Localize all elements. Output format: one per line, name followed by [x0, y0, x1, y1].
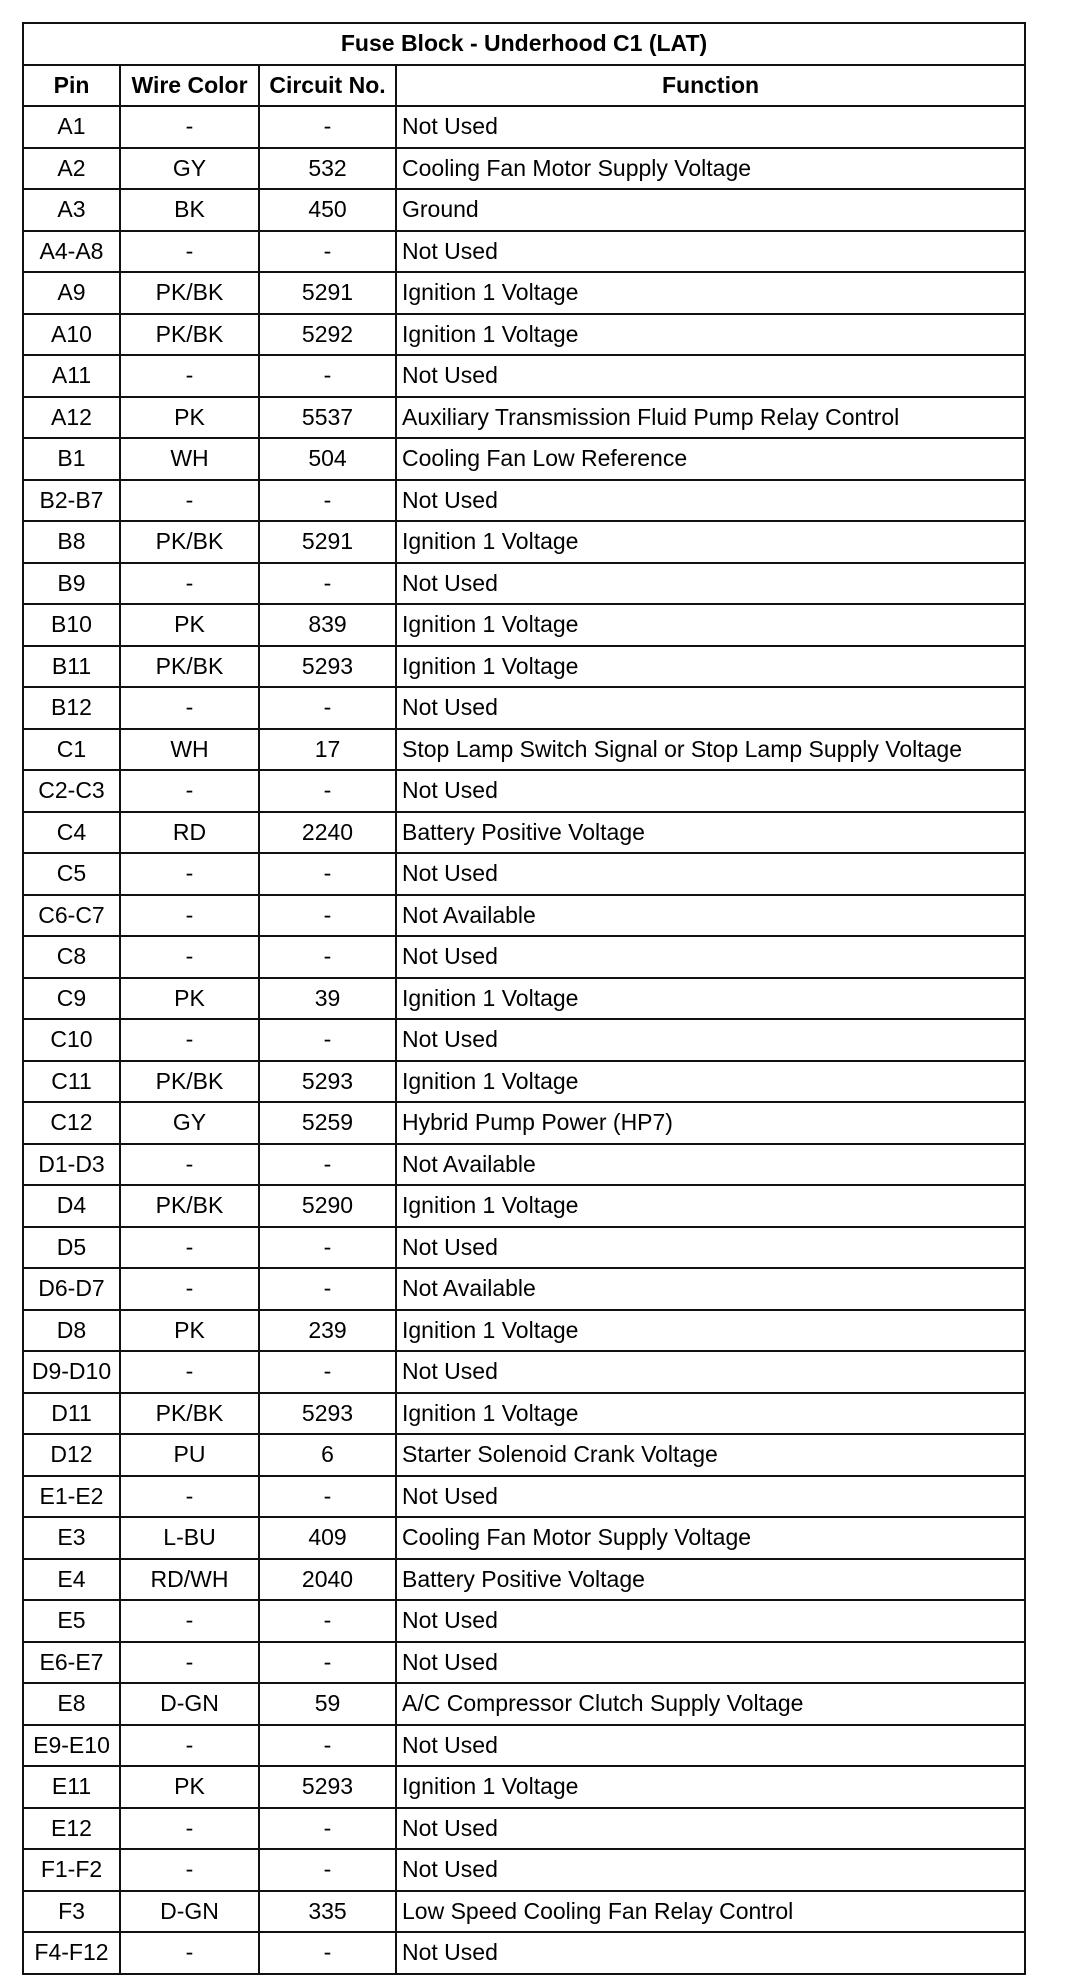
- wire-color-cell: PK/BK: [120, 1393, 259, 1435]
- fuse-block-document: [22, 22, 1024, 1975]
- pin-cell: D4: [23, 1185, 120, 1227]
- circuit-no-cell: -: [259, 1932, 396, 1974]
- function-cell: Cooling Fan Motor Supply Voltage: [396, 1517, 1025, 1559]
- function-cell: Ignition 1 Voltage: [396, 978, 1025, 1020]
- pin-cell: C6-C7: [23, 895, 120, 937]
- circuit-no-cell: -: [259, 770, 396, 812]
- circuit-no-cell: 450: [259, 189, 396, 231]
- pin-cell: D1-D3: [23, 1144, 120, 1186]
- function-cell: Starter Solenoid Crank Voltage: [396, 1434, 1025, 1476]
- circuit-no-cell: -: [259, 106, 396, 148]
- wire-color-cell: PK/BK: [120, 272, 259, 314]
- pin-cell: E1-E2: [23, 1476, 120, 1518]
- pin-cell: B9: [23, 563, 120, 605]
- table-row: [23, 314, 1025, 356]
- pin-cell: A11: [23, 355, 120, 397]
- pin-cell: A3: [23, 189, 120, 231]
- wire-color-cell: PK/BK: [120, 646, 259, 688]
- wire-color-cell: BK: [120, 189, 259, 231]
- function-cell: Auxiliary Transmission Fluid Pump Relay Control: [396, 397, 1025, 439]
- pin-cell: C8: [23, 936, 120, 978]
- circuit-no-cell: 532: [259, 148, 396, 190]
- pin-cell: F3: [23, 1891, 120, 1933]
- wire-color-cell: PK: [120, 1766, 259, 1808]
- pin-cell: B11: [23, 646, 120, 688]
- table-row: [23, 978, 1025, 1020]
- pin-cell: D12: [23, 1434, 120, 1476]
- function-cell: Ignition 1 Voltage: [396, 314, 1025, 356]
- table-row: [23, 1808, 1025, 1850]
- pin-cell: D8: [23, 1310, 120, 1352]
- table-row: [23, 1600, 1025, 1642]
- pin-cell: B10: [23, 604, 120, 646]
- pin-cell: D5: [23, 1227, 120, 1269]
- wire-color-cell: WH: [120, 729, 259, 771]
- pin-cell: B8: [23, 521, 120, 563]
- circuit-no-cell: 5291: [259, 521, 396, 563]
- pin-cell: C2-C3: [23, 770, 120, 812]
- circuit-no-cell: 5259: [259, 1102, 396, 1144]
- function-cell: Ignition 1 Voltage: [396, 1766, 1025, 1808]
- table-row: [23, 1891, 1025, 1933]
- pin-cell: A12: [23, 397, 120, 439]
- wire-color-cell: -: [120, 106, 259, 148]
- wire-color-cell: -: [120, 1019, 259, 1061]
- pin-cell: D9-D10: [23, 1351, 120, 1393]
- table-row: [23, 1725, 1025, 1767]
- table-title-row: [23, 23, 1025, 65]
- circuit-no-cell: 5293: [259, 646, 396, 688]
- wire-color-cell: -: [120, 1932, 259, 1974]
- wire-color-cell: RD: [120, 812, 259, 854]
- wire-color-cell: -: [120, 1144, 259, 1186]
- circuit-no-cell: 504: [259, 438, 396, 480]
- pin-cell: D6-D7: [23, 1268, 120, 1310]
- circuit-no-cell: -: [259, 1642, 396, 1684]
- circuit-no-cell: -: [259, 355, 396, 397]
- circuit-no-cell: -: [259, 1268, 396, 1310]
- function-cell: Not Used: [396, 355, 1025, 397]
- pin-cell: C1: [23, 729, 120, 771]
- circuit-no-cell: -: [259, 1476, 396, 1518]
- table-row: [23, 397, 1025, 439]
- wire-color-cell: GY: [120, 1102, 259, 1144]
- wire-color-cell: -: [120, 1351, 259, 1393]
- circuit-no-cell: -: [259, 480, 396, 522]
- table-row: [23, 355, 1025, 397]
- circuit-no-cell: 17: [259, 729, 396, 771]
- wire-color-cell: -: [120, 480, 259, 522]
- table-row: [23, 646, 1025, 688]
- table-row: [23, 1766, 1025, 1808]
- wire-color-cell: -: [120, 936, 259, 978]
- wire-color-cell: -: [120, 895, 259, 937]
- function-cell: Cooling Fan Motor Supply Voltage: [396, 148, 1025, 190]
- function-cell: Not Used: [396, 1476, 1025, 1518]
- circuit-no-cell: -: [259, 1725, 396, 1767]
- wire-color-cell: D-GN: [120, 1891, 259, 1933]
- circuit-no-cell: 6: [259, 1434, 396, 1476]
- table-row: [23, 687, 1025, 729]
- function-cell: Ignition 1 Voltage: [396, 646, 1025, 688]
- table-row: [23, 1476, 1025, 1518]
- wire-color-cell: -: [120, 1268, 259, 1310]
- function-cell: Not Used: [396, 1600, 1025, 1642]
- table-row: [23, 1268, 1025, 1310]
- wire-color-cell: RD/WH: [120, 1559, 259, 1601]
- table-row: [23, 1683, 1025, 1725]
- table-row: [23, 1019, 1025, 1061]
- circuit-no-cell: 39: [259, 978, 396, 1020]
- circuit-no-cell: -: [259, 895, 396, 937]
- function-cell: Not Available: [396, 1268, 1025, 1310]
- pin-cell: D11: [23, 1393, 120, 1435]
- circuit-no-cell: -: [259, 1019, 396, 1061]
- function-cell: Ignition 1 Voltage: [396, 521, 1025, 563]
- function-cell: Low Speed Cooling Fan Relay Control: [396, 1891, 1025, 1933]
- pin-cell: C4: [23, 812, 120, 854]
- table-row: [23, 1559, 1025, 1601]
- circuit-no-cell: -: [259, 1351, 396, 1393]
- function-cell: Not Used: [396, 106, 1025, 148]
- pin-cell: E4: [23, 1559, 120, 1601]
- table-row: [23, 936, 1025, 978]
- table-row: [23, 521, 1025, 563]
- function-cell: A/C Compressor Clutch Supply Voltage: [396, 1683, 1025, 1725]
- pin-cell: E9-E10: [23, 1725, 120, 1767]
- wire-color-cell: PK: [120, 604, 259, 646]
- wire-color-cell: -: [120, 1725, 259, 1767]
- function-cell: Battery Positive Voltage: [396, 812, 1025, 854]
- pin-cell: A10: [23, 314, 120, 356]
- pin-cell: E12: [23, 1808, 120, 1850]
- wire-color-cell: -: [120, 1849, 259, 1891]
- function-cell: Ignition 1 Voltage: [396, 272, 1025, 314]
- fuse-block-table: [22, 22, 1026, 1975]
- table-row: [23, 1642, 1025, 1684]
- table-row: [23, 148, 1025, 190]
- wire-color-cell: -: [120, 1808, 259, 1850]
- pin-cell: C9: [23, 978, 120, 1020]
- table-row: [23, 812, 1025, 854]
- pin-cell: E11: [23, 1766, 120, 1808]
- function-cell: Not Used: [396, 480, 1025, 522]
- wire-color-cell: WH: [120, 438, 259, 480]
- table-row: [23, 563, 1025, 605]
- table-row: [23, 106, 1025, 148]
- header-circuit-no: Circuit No.: [259, 65, 396, 107]
- wire-color-cell: -: [120, 1600, 259, 1642]
- function-cell: Stop Lamp Switch Signal or Stop Lamp Supply Voltage: [396, 729, 1025, 771]
- function-cell: Not Used: [396, 1932, 1025, 1974]
- pin-cell: B2-B7: [23, 480, 120, 522]
- circuit-no-cell: -: [259, 563, 396, 605]
- function-cell: Not Used: [396, 1351, 1025, 1393]
- table-header-row: [23, 65, 1025, 107]
- wire-color-cell: -: [120, 770, 259, 812]
- circuit-no-cell: -: [259, 936, 396, 978]
- circuit-no-cell: -: [259, 1808, 396, 1850]
- circuit-no-cell: 5293: [259, 1393, 396, 1435]
- table-row: [23, 853, 1025, 895]
- function-cell: Ground: [396, 189, 1025, 231]
- wire-color-cell: PK/BK: [120, 314, 259, 356]
- pin-cell: E6-E7: [23, 1642, 120, 1684]
- table-row: [23, 1185, 1025, 1227]
- pin-cell: A9: [23, 272, 120, 314]
- pin-cell: F1-F2: [23, 1849, 120, 1891]
- pin-cell: A1: [23, 106, 120, 148]
- table-row: [23, 1932, 1025, 1974]
- wire-color-cell: -: [120, 1476, 259, 1518]
- pin-cell: A2: [23, 148, 120, 190]
- table-row: [23, 438, 1025, 480]
- pin-cell: C12: [23, 1102, 120, 1144]
- function-cell: Not Used: [396, 563, 1025, 605]
- table-row: [23, 1061, 1025, 1103]
- table-row: [23, 1102, 1025, 1144]
- pin-cell: E3: [23, 1517, 120, 1559]
- pin-cell: A4-A8: [23, 231, 120, 273]
- circuit-no-cell: -: [259, 853, 396, 895]
- function-cell: Not Available: [396, 895, 1025, 937]
- pin-cell: B12: [23, 687, 120, 729]
- pin-cell: C5: [23, 853, 120, 895]
- circuit-no-cell: -: [259, 1227, 396, 1269]
- circuit-no-cell: 2240: [259, 812, 396, 854]
- circuit-no-cell: 839: [259, 604, 396, 646]
- function-cell: Not Used: [396, 1019, 1025, 1061]
- table-row: [23, 1227, 1025, 1269]
- header-function: Function: [396, 65, 1025, 107]
- function-cell: Hybrid Pump Power (HP7): [396, 1102, 1025, 1144]
- wire-color-cell: PU: [120, 1434, 259, 1476]
- wire-color-cell: L-BU: [120, 1517, 259, 1559]
- circuit-no-cell: 5292: [259, 314, 396, 356]
- pin-cell: F4-F12: [23, 1932, 120, 1974]
- table-row: [23, 1310, 1025, 1352]
- wire-color-cell: PK: [120, 397, 259, 439]
- header-wire-color: Wire Color: [120, 65, 259, 107]
- table-row: [23, 895, 1025, 937]
- wire-color-cell: PK/BK: [120, 521, 259, 563]
- function-cell: Not Used: [396, 1725, 1025, 1767]
- circuit-no-cell: 239: [259, 1310, 396, 1352]
- function-cell: Ignition 1 Voltage: [396, 1185, 1025, 1227]
- wire-color-cell: -: [120, 231, 259, 273]
- wire-color-cell: PK: [120, 978, 259, 1020]
- wire-color-cell: D-GN: [120, 1683, 259, 1725]
- wire-color-cell: -: [120, 1642, 259, 1684]
- pin-cell: C10: [23, 1019, 120, 1061]
- circuit-no-cell: -: [259, 1600, 396, 1642]
- table-row: [23, 770, 1025, 812]
- circuit-no-cell: 2040: [259, 1559, 396, 1601]
- wire-color-cell: PK/BK: [120, 1185, 259, 1227]
- table-row: [23, 729, 1025, 771]
- circuit-no-cell: -: [259, 687, 396, 729]
- function-cell: Not Used: [396, 770, 1025, 812]
- table-row: [23, 1393, 1025, 1435]
- table-title: Fuse Block - Underhood C1 (LAT): [23, 23, 1025, 65]
- function-cell: Ignition 1 Voltage: [396, 1393, 1025, 1435]
- circuit-no-cell: 409: [259, 1517, 396, 1559]
- table-row: [23, 189, 1025, 231]
- circuit-no-cell: 5290: [259, 1185, 396, 1227]
- table-body: [23, 106, 1025, 1974]
- function-cell: Not Used: [396, 1849, 1025, 1891]
- function-cell: Cooling Fan Low Reference: [396, 438, 1025, 480]
- header-pin: Pin: [23, 65, 120, 107]
- wire-color-cell: GY: [120, 148, 259, 190]
- table-row: [23, 480, 1025, 522]
- function-cell: Not Used: [396, 853, 1025, 895]
- function-cell: Not Used: [396, 1642, 1025, 1684]
- pin-cell: B1: [23, 438, 120, 480]
- circuit-no-cell: -: [259, 1144, 396, 1186]
- table-row: [23, 272, 1025, 314]
- circuit-no-cell: 59: [259, 1683, 396, 1725]
- function-cell: Not Used: [396, 687, 1025, 729]
- function-cell: Ignition 1 Voltage: [396, 1310, 1025, 1352]
- table-row: [23, 1849, 1025, 1891]
- function-cell: Not Available: [396, 1144, 1025, 1186]
- function-cell: Not Used: [396, 936, 1025, 978]
- wire-color-cell: -: [120, 853, 259, 895]
- wire-color-cell: -: [120, 355, 259, 397]
- table-row: [23, 1434, 1025, 1476]
- table-row: [23, 1517, 1025, 1559]
- wire-color-cell: PK/BK: [120, 1061, 259, 1103]
- table-row: [23, 1351, 1025, 1393]
- function-cell: Battery Positive Voltage: [396, 1559, 1025, 1601]
- table-row: [23, 231, 1025, 273]
- wire-color-cell: PK: [120, 1310, 259, 1352]
- pin-cell: C11: [23, 1061, 120, 1103]
- pin-cell: E8: [23, 1683, 120, 1725]
- function-cell: Not Used: [396, 1808, 1025, 1850]
- function-cell: Not Used: [396, 1227, 1025, 1269]
- function-cell: Not Used: [396, 231, 1025, 273]
- function-cell: Ignition 1 Voltage: [396, 604, 1025, 646]
- circuit-no-cell: 5293: [259, 1061, 396, 1103]
- circuit-no-cell: -: [259, 231, 396, 273]
- function-cell: Ignition 1 Voltage: [396, 1061, 1025, 1103]
- wire-color-cell: -: [120, 1227, 259, 1269]
- table-row: [23, 1144, 1025, 1186]
- wire-color-cell: -: [120, 687, 259, 729]
- circuit-no-cell: 5537: [259, 397, 396, 439]
- circuit-no-cell: 335: [259, 1891, 396, 1933]
- circuit-no-cell: -: [259, 1849, 396, 1891]
- circuit-no-cell: 5293: [259, 1766, 396, 1808]
- wire-color-cell: -: [120, 563, 259, 605]
- table-row: [23, 604, 1025, 646]
- pin-cell: E5: [23, 1600, 120, 1642]
- circuit-no-cell: 5291: [259, 272, 396, 314]
